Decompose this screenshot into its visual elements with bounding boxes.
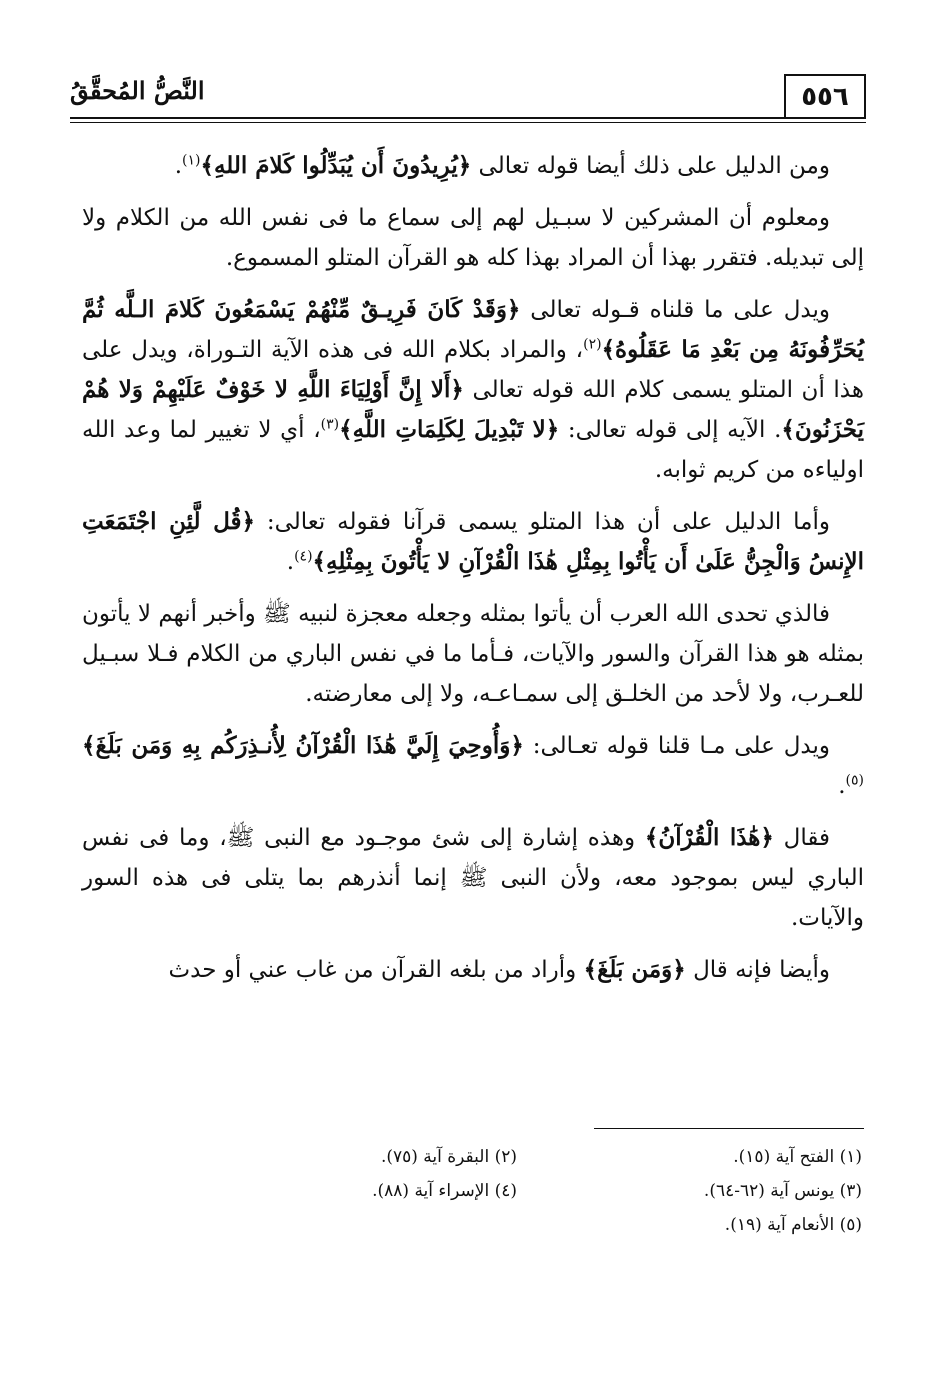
text-run: ، أي لا تغيير لما وعد الله اولياءه من كريم ثوابه. <box>82 417 864 483</box>
quran-quote: ﴿يُرِيدُونَ أَن يُبَدِّلُوا كَلامَ اللهِ﴾ <box>200 152 472 179</box>
text-run: . <box>838 773 846 799</box>
page-number: ٥٥٦ <box>784 74 866 118</box>
header-rule-thin <box>70 122 866 123</box>
header-rule <box>70 117 866 119</box>
paragraph <box>82 594 864 714</box>
paragraph <box>82 502 864 582</box>
text-run: فالذي تحدى الله العرب أن يأتوا بمثله وجعله معجزة لنبيه ﷺ وأخبر أنهم لا يأتون بمثله هو هذا القرآن والسور والآيات، فـأما ما في نفس الباري من الكلام فـلا سبـيل للعـرب، ولا لأحد من الخلـق إلى سمـاعـه، ولا إلى معارضته. <box>82 601 864 707</box>
paragraph <box>82 290 864 490</box>
text-run: وأراد من بلغه القرآن من غاب عني أو حدث <box>168 957 584 983</box>
footnote-ref: (٢) <box>583 336 602 353</box>
footnotes <box>82 1140 862 1242</box>
quran-quote: ﴿وَأُوحِيَ إِلَيَّ هَٰذَا الْقُرْآنُ لِأُنـذِرَكُم بِهِ وَمَن بَلَغَ﴾ <box>82 732 524 759</box>
text-run: ويدل على ما قلناه قـوله تعالى <box>520 297 830 323</box>
text-run: . الآيه إلى قوله تعالى: <box>559 417 782 443</box>
text-run: وأما الدليل على أن هذا المتلو يسمى قرآنا فقوله تعالى: <box>255 509 830 535</box>
page-header <box>70 74 866 126</box>
paragraph <box>82 146 864 186</box>
text-run: ومن الدليل على ذلك أيضا قوله تعالى <box>471 153 830 179</box>
text-run: . <box>286 549 295 575</box>
quran-quote: ﴿أَلا إِنَّ أَوْلِيَاءَ اللَّهِ لا خَوْفٌ عَلَيْهِمْ وَلا هُمْ يَحْزَنُونَ﴾ <box>82 376 864 443</box>
footnote-ref: (٤) <box>294 548 313 565</box>
paragraph <box>82 950 864 990</box>
footnote-2: (٢) البقرة آية (٧٥). <box>380 1147 517 1167</box>
text-run: فقال <box>773 825 830 851</box>
paragraph <box>82 726 864 806</box>
text-run: ومعلوم أن المشركين لا سبـيل لهم إلى سماع ما فى نفس الله من الكلام ولا إلى تبديله. فتقرر بهذا أن المراد بهذا كله هو القرآن المتلو المسموع. <box>82 205 864 271</box>
footnote-3: (٣) يونس آية (٦٢-٦٤). <box>703 1181 862 1201</box>
text-run: وأيضا فإنه قال <box>685 957 830 983</box>
text-run: ، والمراد بكلام الله فى هذه الآية التـوراة، ويدل على هذا أن المتلو يسمى كلام الله قوله تعالى <box>82 337 864 403</box>
quran-quote: ﴿وَقَدْ كَانَ فَرِيـقٌ مِّنْهُمْ يَسْمَعُونَ كَلامَ الـلَّه ثُمَّ يُحَرِّفُونَهُ مِن بَعْدِ مَا عَقَلُوهُ﴾ <box>82 296 864 363</box>
footnote-separator <box>594 1128 864 1129</box>
footnote-1: (١) الفتح آية (١٥). <box>733 1147 862 1167</box>
quran-quote: ﴿لا تَبْدِيلَ لِكَلِمَاتِ اللَّهِ﴾ <box>339 416 560 443</box>
footnote-ref: (١) <box>182 152 201 169</box>
footnote-5: (٥) الأنعام آية (١٩). <box>724 1215 862 1235</box>
quran-quote: ﴿قُل لَّئِنِ اجْتَمَعَتِ الإِنسُ وَالْجِنُّ عَلَىٰ أَن يَأْتُوا بِمِثْلِ هَٰذَا الْقُرْآنِ لا يَأْتُونَ بِمِثْلِهِ﴾ <box>82 508 864 575</box>
quran-quote: ﴿وَمَن بَلَغَ﴾ <box>583 956 686 983</box>
footnote-4: (٤) الإسراء آية (٨٨). <box>372 1181 517 1201</box>
text-run: . <box>174 153 182 179</box>
footnote-ref: (٣) <box>320 416 340 433</box>
text-run: وهذه إشارة إلى شئ موجـود مع النبى ﷺ، وما فى نفس الباري ليس بموجود معه، ولأن النبى ﷺ إنما أنذرهم بما يتلى فى هذه السور والآيات. <box>82 825 864 931</box>
paragraph <box>82 818 864 938</box>
text-run: ويدل على مـا قلنا قوله تعـالى: <box>523 733 830 759</box>
running-title: النَّصُّ المُحقَّقُ <box>70 76 205 105</box>
quran-quote: ﴿هَٰذَا الْقُرْآنُ﴾ <box>644 824 774 851</box>
main-text <box>82 146 864 1002</box>
paragraph <box>82 198 864 278</box>
footnote-ref: (٥) <box>845 772 864 789</box>
